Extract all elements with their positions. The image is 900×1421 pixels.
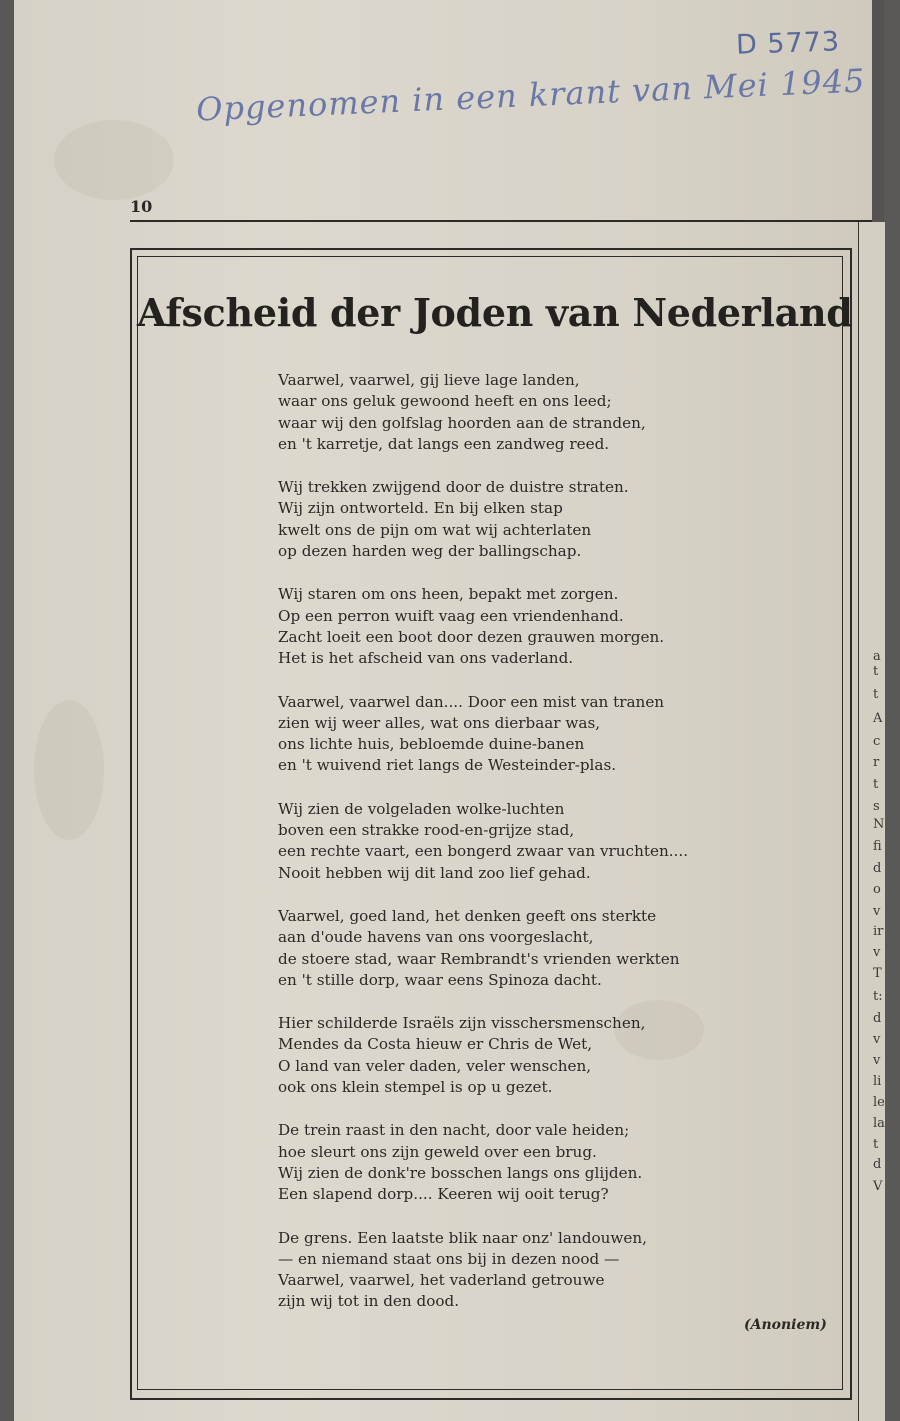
poem-line: Wij zijn ontworteld. En bij elken stap bbox=[278, 499, 563, 518]
poem-line: Vaarwel, vaarwel dan.... Door een mist van tranen bbox=[278, 692, 665, 711]
column-fragment-letter: v bbox=[873, 945, 881, 960]
column-fragment-letter: A bbox=[873, 711, 883, 726]
poem-line: en 't wuivend riet langs de Westeinder-plas. bbox=[278, 756, 617, 775]
column-fragment-letter: d bbox=[873, 861, 882, 876]
poem-line: Nooit hebben wij dit land zoo lief gehad. bbox=[278, 863, 591, 882]
paper-stain bbox=[54, 120, 174, 200]
column-divider bbox=[858, 222, 859, 1421]
poem-line: Wij zien de volgeladen wolke-luchten bbox=[278, 799, 565, 818]
column-fragment-letter: la bbox=[873, 1116, 885, 1131]
poem-line: Mendes da Costa hieuw er Chris de Wet, bbox=[278, 1035, 593, 1054]
column-fragment-letter: t bbox=[873, 1137, 879, 1152]
poem-line: op dezen harden weg der ballingschap. bbox=[278, 542, 582, 561]
poem-line: Wij trekken zwijgend door de duistre straten. bbox=[278, 478, 629, 497]
poem-line: aan d'oude havens van ons voorgeslacht, bbox=[278, 928, 594, 947]
column-fragment-letter: le bbox=[873, 1095, 885, 1110]
poem-line: Een slapend dorp.... Keeren wij ooit terug? bbox=[278, 1185, 609, 1204]
column-fragment-letter: t: bbox=[873, 989, 883, 1004]
stanza bbox=[278, 370, 778, 455]
stanza bbox=[278, 906, 778, 991]
poem-line: — en niemand staat ons bij in dezen nood — bbox=[278, 1249, 620, 1268]
poem-line: kwelt ons de pijn om wat wij achterlaten bbox=[278, 520, 592, 539]
poem-line: Vaarwel, vaarwel, het vaderland getrouwe bbox=[278, 1271, 605, 1290]
stanza bbox=[278, 1120, 778, 1205]
scan-background-left bbox=[0, 0, 14, 1421]
adjacent-column-fragment bbox=[858, 222, 885, 1421]
poem-line: boven een strakke rood-en-grijze stad, bbox=[278, 821, 575, 840]
scan-background-right bbox=[884, 0, 900, 1421]
poem-line: ook ons klein stempel is op u gezet. bbox=[278, 1078, 553, 1097]
column-fragment-letter: fi bbox=[873, 839, 882, 854]
handwritten-note: Opgenomen in een krant van Mei 1945 bbox=[195, 61, 867, 129]
poem-line: Vaarwel, vaarwel, gij lieve lage landen, bbox=[278, 371, 580, 389]
poem-line: de stoere stad, waar Rembrandt's vrienden werkten bbox=[278, 949, 680, 968]
stanza bbox=[278, 799, 778, 884]
column-fragment-letter: o bbox=[873, 882, 881, 897]
column-fragment-letter: d bbox=[873, 1157, 882, 1172]
stanza bbox=[278, 1228, 778, 1313]
poem-author: (Anoniem) bbox=[744, 1317, 827, 1333]
poem-line: waar wij den golfslag hoorden aan de stranden, bbox=[278, 413, 646, 432]
column-fragment-letter: N bbox=[873, 817, 885, 832]
column-fragment-letter: v bbox=[873, 904, 881, 919]
stanza bbox=[278, 692, 778, 777]
column-fragment-letter: li bbox=[873, 1074, 882, 1089]
column-fragment-letter: V bbox=[873, 1179, 883, 1194]
poem-line: en 't karretje, dat langs een zandweg reed. bbox=[278, 434, 610, 453]
poem-line: waar ons geluk gewoond heeft en ons leed; bbox=[278, 392, 612, 411]
header-rule bbox=[130, 220, 872, 222]
column-fragment-letter: t bbox=[873, 687, 879, 702]
poem-line: De trein raast in den nacht, door vale heiden; bbox=[278, 1121, 630, 1140]
column-fragment-letter: ir bbox=[873, 924, 884, 939]
poem-line: De grens. Een laatste blik naar onz' landouwen, bbox=[278, 1228, 647, 1247]
poem-title: Afscheid der Joden van Nederland bbox=[137, 290, 853, 335]
poem-line: Wij zien de donk're bosschen langs ons glijden. bbox=[278, 1163, 643, 1182]
poem-line: hoe sleurt ons zijn geweld over een brug. bbox=[278, 1142, 597, 1161]
column-fragment-letter: r bbox=[873, 755, 880, 770]
poem-line: Wij staren om ons heen, bepakt met zorgen. bbox=[278, 585, 619, 604]
stanza bbox=[278, 477, 778, 562]
poem-line: en 't stille dorp, waar eens Spinoza dacht. bbox=[278, 970, 602, 989]
poem-line: Het is het afscheid van ons vaderland. bbox=[278, 649, 574, 668]
poem-line: Zacht loeit een boot door dezen grauwen morgen. bbox=[278, 627, 665, 646]
column-fragment-letter: t bbox=[873, 664, 879, 679]
paper-stain bbox=[34, 700, 104, 840]
poem-line: Vaarwel, goed land, het denken geeft ons sterkte bbox=[278, 906, 657, 925]
column-fragment-letter: T bbox=[873, 966, 882, 981]
poem-line: een rechte vaart, een bongerd zwaar van vruchten.... bbox=[278, 842, 689, 861]
column-fragment-letter: t bbox=[873, 777, 879, 792]
stanza bbox=[278, 1013, 778, 1098]
page-number: 10 bbox=[130, 197, 153, 216]
column-fragment-letter: c bbox=[873, 734, 881, 749]
catalog-number: D 5773 bbox=[735, 26, 841, 61]
poem-line: Hier schilderde Israëls zijn visschersmenschen, bbox=[278, 1014, 646, 1033]
poem-line: ons lichte huis, bebloemde duine-banen bbox=[278, 735, 585, 754]
stanza bbox=[278, 584, 778, 669]
poem-body bbox=[278, 370, 778, 1335]
poem-line: zijn wij tot in den dood. bbox=[278, 1292, 460, 1311]
column-fragment-letter: v bbox=[873, 1032, 881, 1047]
column-fragment-letter: a bbox=[873, 649, 881, 664]
column-fragment-letter: v bbox=[873, 1053, 881, 1068]
poem-line: zien wij weer alles, wat ons dierbaar was, bbox=[278, 713, 601, 732]
poem-line: O land van veler daden, veler wenschen, bbox=[278, 1056, 592, 1075]
poem-line: Op een perron wuift vaag een vriendenhand. bbox=[278, 606, 624, 625]
column-fragment-letter: d bbox=[873, 1011, 882, 1026]
column-fragment-letter: s bbox=[873, 799, 880, 814]
